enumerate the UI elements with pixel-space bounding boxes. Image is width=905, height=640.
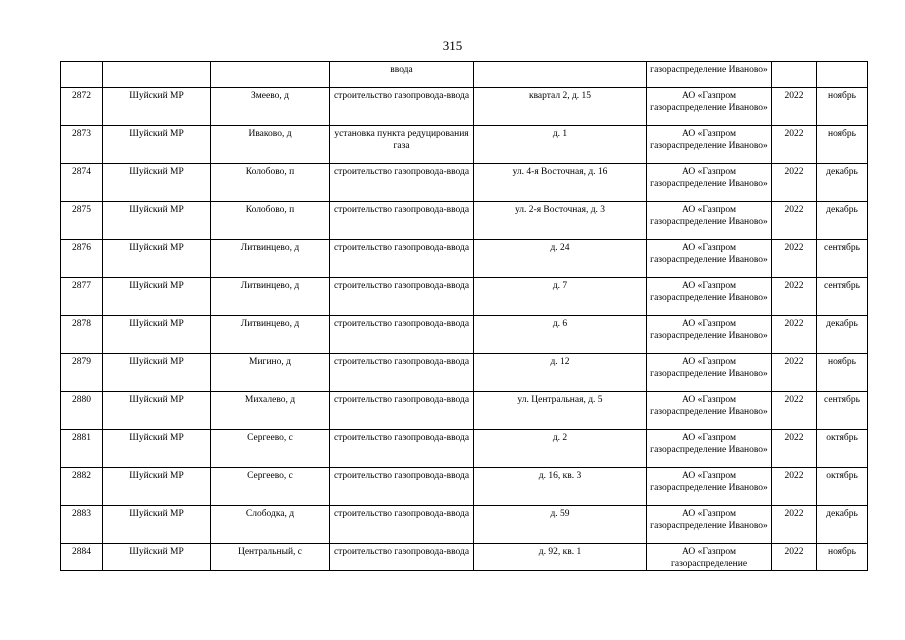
cell-work: установка пункта редуцирования газа bbox=[330, 126, 474, 164]
cell-year: 2022 bbox=[772, 392, 817, 430]
cell-district: Шуйский МР bbox=[103, 316, 211, 354]
cell-num: 2883 bbox=[61, 506, 103, 544]
cell-address: ул. Центральная, д. 5 bbox=[474, 392, 647, 430]
cell-address bbox=[474, 62, 647, 88]
cell-num: 2877 bbox=[61, 278, 103, 316]
cell-year: 2022 bbox=[772, 316, 817, 354]
cell-month: декабрь bbox=[817, 316, 868, 354]
cell-address: д. 24 bbox=[474, 240, 647, 278]
table-row bbox=[61, 278, 868, 316]
cell-district: Шуйский МР bbox=[103, 354, 211, 392]
cell-address: квартал 2, д. 15 bbox=[474, 88, 647, 126]
cell-year: 2022 bbox=[772, 468, 817, 506]
cell-district bbox=[103, 62, 211, 88]
cell-locality: Змеево, д bbox=[211, 88, 330, 126]
cell-month: декабрь bbox=[817, 506, 868, 544]
cell-num bbox=[61, 62, 103, 88]
cell-year: 2022 bbox=[772, 240, 817, 278]
cell-year: 2022 bbox=[772, 544, 817, 571]
cell-org: АО «Газпром газораспределение Иваново» bbox=[647, 88, 772, 126]
cell-num: 2879 bbox=[61, 354, 103, 392]
cell-num: 2876 bbox=[61, 240, 103, 278]
cell-org: АО «Газпром газораспределение Иваново» bbox=[647, 354, 772, 392]
cell-address: ул. 2-я Восточная, д. 3 bbox=[474, 202, 647, 240]
cell-locality: Литвинцево, д bbox=[211, 316, 330, 354]
cell-num: 2874 bbox=[61, 164, 103, 202]
cell-address: ул. 4-я Восточная, д. 16 bbox=[474, 164, 647, 202]
cell-num: 2873 bbox=[61, 126, 103, 164]
page-number: 315 bbox=[442, 38, 463, 53]
table-row bbox=[61, 316, 868, 354]
cell-month: октябрь bbox=[817, 430, 868, 468]
cell-address: д. 92, кв. 1 bbox=[474, 544, 647, 571]
cell-district: Шуйский МР bbox=[103, 202, 211, 240]
cell-district: Шуйский МР bbox=[103, 506, 211, 544]
cell-month: декабрь bbox=[817, 164, 868, 202]
table-row bbox=[61, 430, 868, 468]
cell-work: строительство газопровода-ввода bbox=[330, 392, 474, 430]
cell-org: АО «Газпром газораспределение bbox=[647, 544, 772, 571]
cell-district: Шуйский МР bbox=[103, 430, 211, 468]
cell-district: Шуйский МР bbox=[103, 164, 211, 202]
cell-month: ноябрь bbox=[817, 126, 868, 164]
cell-locality: Мигино, д bbox=[211, 354, 330, 392]
cell-locality bbox=[211, 62, 330, 88]
cell-locality: Колобово, п bbox=[211, 202, 330, 240]
cell-work: строительство газопровода-ввода bbox=[330, 430, 474, 468]
cell-year: 2022 bbox=[772, 126, 817, 164]
cell-year: 2022 bbox=[772, 278, 817, 316]
cell-district: Шуйский МР bbox=[103, 392, 211, 430]
cell-work: строительство газопровода-ввода bbox=[330, 506, 474, 544]
cell-locality: Литвинцево, д bbox=[211, 278, 330, 316]
cell-year: 2022 bbox=[772, 506, 817, 544]
table-row bbox=[61, 468, 868, 506]
cell-work: строительство газопровода-ввода bbox=[330, 316, 474, 354]
cell-work: строительство газопровода-ввода bbox=[330, 240, 474, 278]
cell-month: ноябрь bbox=[817, 354, 868, 392]
cell-address: д. 16, кв. 3 bbox=[474, 468, 647, 506]
cell-work: строительство газопровода-ввода bbox=[330, 202, 474, 240]
cell-month: сентябрь bbox=[817, 392, 868, 430]
table-row bbox=[61, 126, 868, 164]
cell-year: 2022 bbox=[772, 430, 817, 468]
cell-work: строительство газопровода-ввода bbox=[330, 468, 474, 506]
cell-year: 2022 bbox=[772, 88, 817, 126]
table-row bbox=[61, 88, 868, 126]
cell-org: АО «Газпром газораспределение Иваново» bbox=[647, 468, 772, 506]
cell-month: сентябрь bbox=[817, 278, 868, 316]
table-row bbox=[61, 62, 868, 88]
cell-address: д. 12 bbox=[474, 354, 647, 392]
cell-month: сентябрь bbox=[817, 240, 868, 278]
cell-org: газораспределение Иваново» bbox=[647, 62, 772, 88]
cell-district: Шуйский МР bbox=[103, 278, 211, 316]
cell-work: строительство газопровода-ввода bbox=[330, 278, 474, 316]
table-row bbox=[61, 240, 868, 278]
cell-org: АО «Газпром газораспределение Иваново» bbox=[647, 430, 772, 468]
cell-year: 2022 bbox=[772, 354, 817, 392]
cell-work: ввода bbox=[330, 62, 474, 88]
cell-month bbox=[817, 62, 868, 88]
cell-org: АО «Газпром газораспределение Иваново» bbox=[647, 316, 772, 354]
cell-org: АО «Газпром газораспределение Иваново» bbox=[647, 126, 772, 164]
cell-num: 2872 bbox=[61, 88, 103, 126]
cell-address: д. 6 bbox=[474, 316, 647, 354]
cell-month: декабрь bbox=[817, 202, 868, 240]
cell-address: д. 59 bbox=[474, 506, 647, 544]
cell-num: 2878 bbox=[61, 316, 103, 354]
cell-num: 2875 bbox=[61, 202, 103, 240]
cell-district: Шуйский МР bbox=[103, 126, 211, 164]
table-row bbox=[61, 506, 868, 544]
cell-locality: Иваково, д bbox=[211, 126, 330, 164]
cell-num: 2882 bbox=[61, 468, 103, 506]
cell-org: АО «Газпром газораспределение Иваново» bbox=[647, 164, 772, 202]
table-row bbox=[61, 354, 868, 392]
cell-month: ноябрь bbox=[817, 88, 868, 126]
table-row bbox=[61, 164, 868, 202]
cell-work: строительство газопровода-ввода bbox=[330, 88, 474, 126]
cell-org: АО «Газпром газораспределение Иваново» bbox=[647, 392, 772, 430]
cell-work: строительство газопровода-ввода bbox=[330, 544, 474, 571]
cell-year: 2022 bbox=[772, 164, 817, 202]
cell-locality: Сергеево, с bbox=[211, 468, 330, 506]
cell-num: 2884 bbox=[61, 544, 103, 571]
gasification-table bbox=[60, 61, 868, 571]
cell-month: ноябрь bbox=[817, 544, 868, 571]
cell-work: строительство газопровода-ввода bbox=[330, 164, 474, 202]
cell-org: АО «Газпром газораспределение Иваново» bbox=[647, 202, 772, 240]
cell-org: АО «Газпром газораспределение Иваново» bbox=[647, 278, 772, 316]
cell-year: 2022 bbox=[772, 202, 817, 240]
cell-year bbox=[772, 62, 817, 88]
cell-locality: Слободка, д bbox=[211, 506, 330, 544]
cell-month: октябрь bbox=[817, 468, 868, 506]
cell-district: Шуйский МР bbox=[103, 468, 211, 506]
cell-org: АО «Газпром газораспределение Иваново» bbox=[647, 240, 772, 278]
table-row bbox=[61, 392, 868, 430]
cell-address: д. 7 bbox=[474, 278, 647, 316]
cell-work: строительство газопровода-ввода bbox=[330, 354, 474, 392]
cell-address: д. 2 bbox=[474, 430, 647, 468]
cell-locality: Колобово, п bbox=[211, 164, 330, 202]
cell-district: Шуйский МР bbox=[103, 240, 211, 278]
cell-locality: Центральный, с bbox=[211, 544, 330, 571]
cell-district: Шуйский МР bbox=[103, 544, 211, 571]
cell-locality: Литвинцево, д bbox=[211, 240, 330, 278]
cell-district: Шуйский МР bbox=[103, 88, 211, 126]
table-row bbox=[61, 202, 868, 240]
cell-address: д. 1 bbox=[474, 126, 647, 164]
cell-org: АО «Газпром газораспределение Иваново» bbox=[647, 506, 772, 544]
cell-locality: Михалево, д bbox=[211, 392, 330, 430]
table-row bbox=[61, 544, 868, 571]
table-body bbox=[61, 62, 868, 571]
cell-locality: Сергеево, с bbox=[211, 430, 330, 468]
cell-num: 2880 bbox=[61, 392, 103, 430]
cell-num: 2881 bbox=[61, 430, 103, 468]
